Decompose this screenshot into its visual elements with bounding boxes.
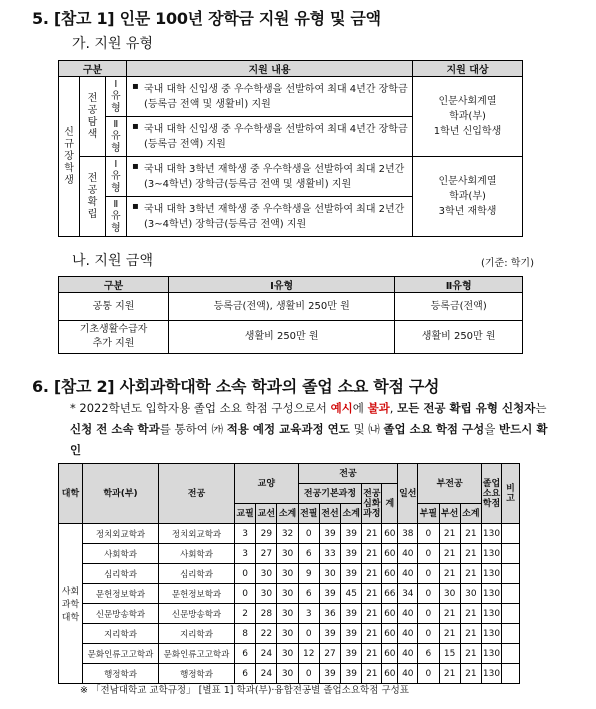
table-cell: 0 xyxy=(418,544,439,564)
col-head: 지원 내용 xyxy=(127,61,413,77)
note-part: 는 xyxy=(535,401,547,415)
remark-cell xyxy=(502,544,520,564)
table-cell: 0 xyxy=(418,624,439,644)
table-cell: 40 xyxy=(398,544,418,564)
table-cell: 40 xyxy=(398,604,418,624)
table-cell: 0 xyxy=(235,564,256,584)
note-part: 를 통하여 ㈎ xyxy=(159,422,227,436)
cell-text: Ⅰ 유 형 xyxy=(111,78,121,114)
table-cell: 6 xyxy=(235,664,256,684)
remark-cell xyxy=(502,524,520,544)
remark-cell xyxy=(502,624,520,644)
col-head: 전공 xyxy=(298,464,398,484)
table-cell: 39 xyxy=(319,664,340,684)
table-cell: 행정학과 xyxy=(83,664,159,684)
col-head: Ⅰ유형 xyxy=(169,277,395,293)
table-cell: 0 xyxy=(418,664,439,684)
table-cell: 행정학과 xyxy=(159,664,235,684)
table-cell: 39 xyxy=(341,624,362,644)
content-cell: ▪ 국내 대학 3학년 재학생 중 우수학생을 선발하여 최대 2년간(3~4학년) 장학금(등록금 전액) 지원 xyxy=(127,197,413,237)
col-head: 부선 xyxy=(439,504,460,524)
table-row xyxy=(59,584,520,604)
table-cell: 심리학과 xyxy=(159,564,235,584)
table-cell: 21 xyxy=(362,604,382,624)
table-cell: 0 xyxy=(298,664,319,684)
content-cell: ▪ 국내 대학 신입생 중 우수학생을 선발하여 최대 4년간 장학금(등록금 전액) 지원 xyxy=(127,117,413,157)
table-cell: 21 xyxy=(362,584,382,604)
table-cell: 39 xyxy=(319,524,340,544)
row-label: 공통 지원 xyxy=(59,293,169,321)
table-cell: 30 xyxy=(439,584,460,604)
table-row xyxy=(59,544,520,564)
table-cell: 39 xyxy=(341,524,362,544)
table-cell: 심리학과 xyxy=(83,564,159,584)
section6-title: 6. [참고 2] 사회과학대학 소속 학과의 졸업 소요 학점 구성 xyxy=(32,377,440,396)
table-cell: 60 xyxy=(382,544,398,564)
table-cell: 39 xyxy=(319,624,340,644)
table-cell: 21 xyxy=(362,644,382,664)
table-row xyxy=(59,604,520,624)
table-cell: 130 xyxy=(482,524,502,544)
table-cell: 30 xyxy=(256,584,277,604)
content-cell: ▪ 국내 대학 신입생 중 우수학생을 선발하여 최대 4년간 장학금(등록금 전액 및 생활비) 지원 xyxy=(127,77,413,117)
col-head: 구분 xyxy=(59,277,169,293)
table-cell: 6 xyxy=(235,644,256,664)
col-head: 일선 xyxy=(398,464,418,524)
support-amount-title: 나. 지원 금액 xyxy=(72,253,153,269)
type-cell xyxy=(105,117,126,157)
support-amount-table xyxy=(58,276,523,354)
table-cell: 15 xyxy=(439,644,460,664)
table-cell: 지리학과 xyxy=(83,624,159,644)
target-cell: 인문사회계열 학과(부) 1학년 신입학생 xyxy=(413,77,523,157)
table-cell: 0 xyxy=(418,524,439,544)
note-part: * 2022학년도 입학자용 졸업 소요 학점 구성으로서 xyxy=(70,401,331,415)
type-cell xyxy=(105,77,126,117)
amount-cell: 생활비 250만 원 xyxy=(395,321,523,354)
table-cell: 문화인류고고학과 xyxy=(159,644,235,664)
table-cell: 130 xyxy=(482,664,502,684)
table-cell: 130 xyxy=(482,604,502,624)
table-cell: 30 xyxy=(277,544,298,564)
table-cell: 40 xyxy=(398,564,418,584)
table-cell: 30 xyxy=(277,564,298,584)
table-cell: 30 xyxy=(277,604,298,624)
col-head: 전필 xyxy=(298,504,319,524)
table-row xyxy=(59,664,520,684)
table-cell: 30 xyxy=(277,584,298,604)
notice-text xyxy=(70,398,550,461)
note-part: , xyxy=(389,401,398,415)
table-cell: 39 xyxy=(341,564,362,584)
note-bold: 반드시 확인 xyxy=(70,422,548,457)
table-row xyxy=(59,524,520,544)
establish-cell xyxy=(80,157,106,237)
remark-cell xyxy=(502,564,520,584)
table-cell: 28 xyxy=(256,604,277,624)
table-cell: 60 xyxy=(382,604,398,624)
cell-text: 전 공 확 립 xyxy=(87,172,98,220)
table-cell: 지리학과 xyxy=(159,624,235,644)
table-cell: 21 xyxy=(362,664,382,684)
table-cell: 6 xyxy=(418,644,439,664)
remark-cell xyxy=(502,644,520,664)
amount-cell: 등록금(전액), 생활비 250만 원 xyxy=(169,293,395,321)
table-cell: 33 xyxy=(319,544,340,564)
col-head: 전공 xyxy=(159,464,235,524)
col-head: 구분 xyxy=(59,61,127,77)
table-row xyxy=(59,644,520,664)
table-cell: 21 xyxy=(460,564,481,584)
col-head: 소계 xyxy=(277,504,298,524)
table-cell: 8 xyxy=(235,624,256,644)
college-cell: 사회 과학 대학 xyxy=(59,524,83,684)
amount-cell: 생활비 250만 원 xyxy=(169,321,395,354)
note-bold: 적용 예정 교육과정 연도 xyxy=(226,422,350,436)
table-cell: 60 xyxy=(382,624,398,644)
table-cell: 39 xyxy=(341,644,362,664)
table-cell: 27 xyxy=(319,644,340,664)
note-bold: 신청 전 소속 학과 xyxy=(70,422,160,436)
table-cell: 0 xyxy=(418,604,439,624)
table-cell: 30 xyxy=(277,624,298,644)
note-part: 및 ㈏ xyxy=(349,422,384,436)
table-cell: 6 xyxy=(298,584,319,604)
table-cell: 60 xyxy=(382,664,398,684)
table-cell: 21 xyxy=(439,544,460,564)
table-cell: 36 xyxy=(319,604,340,624)
table-row xyxy=(59,564,520,584)
table-cell: 문헌정보학과 xyxy=(159,584,235,604)
target-cell: 인문사회계열 학과(부) 3학년 재학생 xyxy=(413,157,523,237)
col-head: 소계 xyxy=(460,504,481,524)
table-cell: 2 xyxy=(235,604,256,624)
col-head: 비고 xyxy=(502,464,520,524)
table-cell: 27 xyxy=(256,544,277,564)
table-cell: 21 xyxy=(439,664,460,684)
table-row xyxy=(59,624,520,644)
table-cell: 21 xyxy=(362,624,382,644)
cell-text: 전 공 탐 색 xyxy=(87,92,98,140)
table-cell: 0 xyxy=(418,564,439,584)
table-cell: 21 xyxy=(439,624,460,644)
col-head: 교양 xyxy=(235,464,299,504)
table-cell: 3 xyxy=(298,604,319,624)
col-head: 지원 대상 xyxy=(413,61,523,77)
table-cell: 39 xyxy=(319,584,340,604)
table-cell: 21 xyxy=(460,604,481,624)
note-bold: 졸업 소요 학점 구성 xyxy=(383,422,485,436)
table-cell: 30 xyxy=(256,564,277,584)
type-cell xyxy=(105,197,126,237)
table-cell: 130 xyxy=(482,544,502,564)
table-cell: 60 xyxy=(382,564,398,584)
table-cell: 9 xyxy=(298,564,319,584)
table-cell: 정치외교학과 xyxy=(159,524,235,544)
col-head: 전공기본과정 xyxy=(298,484,362,504)
table-cell: 0 xyxy=(298,624,319,644)
new-scholar-cell xyxy=(59,77,80,237)
table-cell: 21 xyxy=(362,544,382,564)
col-head: 학과(부) xyxy=(83,464,159,524)
table-cell: 21 xyxy=(439,564,460,584)
col-head: Ⅱ유형 xyxy=(395,277,523,293)
table-cell: 40 xyxy=(398,664,418,684)
table-cell: 신문방송학과 xyxy=(83,604,159,624)
table-cell: 21 xyxy=(460,524,481,544)
col-head: 계 xyxy=(382,484,398,524)
table-cell: 6 xyxy=(298,544,319,564)
support-type-title: 가. 지원 유형 xyxy=(72,36,153,52)
table-cell: 130 xyxy=(482,624,502,644)
table-cell: 130 xyxy=(482,564,502,584)
table-cell: 22 xyxy=(256,624,277,644)
table-cell: 문화인류고고학과 xyxy=(83,644,159,664)
section5-title: 5. [참고 1] 인문 100년 장학금 지원 유형 및 금액 xyxy=(32,9,381,28)
note-emph: 불과 xyxy=(367,401,390,415)
table-cell: 24 xyxy=(256,664,277,684)
unit-label: (기준: 학기) xyxy=(481,258,534,269)
table-cell: 39 xyxy=(341,664,362,684)
table-cell: 38 xyxy=(398,524,418,544)
explore-cell xyxy=(80,77,106,157)
table-cell: 0 xyxy=(298,524,319,544)
col-head: 교필 xyxy=(235,504,256,524)
note-part: 에 xyxy=(352,401,368,415)
table-cell: 30 xyxy=(460,584,481,604)
type-cell xyxy=(105,157,126,197)
table-cell: 24 xyxy=(256,644,277,664)
note-emph: 예시 xyxy=(330,401,353,415)
table-cell: 34 xyxy=(398,584,418,604)
table-cell: 130 xyxy=(482,644,502,664)
remark-cell xyxy=(502,584,520,604)
table-cell: 0 xyxy=(235,584,256,604)
credit-table xyxy=(58,463,520,684)
note-part: 을 xyxy=(484,422,500,436)
content-cell: ▪ 국내 대학 3학년 재학생 중 우수학생을 선발하여 최대 2년간(3~4학년) 장학금(등록금 전액 및 생활비) 지원 xyxy=(127,157,413,197)
table-cell: 정치외교학과 xyxy=(83,524,159,544)
table-cell: 60 xyxy=(382,644,398,664)
table-cell: 21 xyxy=(460,624,481,644)
table-cell: 3 xyxy=(235,524,256,544)
table-cell: 21 xyxy=(460,664,481,684)
col-head: 소계 xyxy=(341,504,362,524)
amount-cell: 등록금(전액) xyxy=(395,293,523,321)
col-head: 교선 xyxy=(256,504,277,524)
table-cell: 39 xyxy=(341,544,362,564)
table-cell: 60 xyxy=(382,524,398,544)
table-cell: 40 xyxy=(398,624,418,644)
table-cell: 66 xyxy=(382,584,398,604)
table-cell: 40 xyxy=(398,644,418,664)
table-cell: 21 xyxy=(439,524,460,544)
note-bold: 모든 전공 확립 유형 신청자 xyxy=(397,401,536,415)
col-head: 전공 심화 과정 xyxy=(362,484,382,524)
table-cell: 21 xyxy=(362,524,382,544)
table-cell: 29 xyxy=(256,524,277,544)
table-cell: 12 xyxy=(298,644,319,664)
table-cell: 32 xyxy=(277,524,298,544)
table-cell: 사회학과 xyxy=(159,544,235,564)
table-cell: 신문방송학과 xyxy=(159,604,235,624)
table-cell: 45 xyxy=(341,584,362,604)
table-cell: 30 xyxy=(319,564,340,584)
remark-cell xyxy=(502,604,520,624)
col-head: 졸업 소요 학점 xyxy=(482,464,502,524)
cell-text: 신 규 장 학 생 xyxy=(64,126,74,186)
remark-cell xyxy=(502,664,520,684)
col-head: 부필 xyxy=(418,504,439,524)
cell-text: Ⅰ 유 형 xyxy=(111,158,121,194)
col-head: 부전공 xyxy=(418,464,482,504)
table-cell: 30 xyxy=(277,664,298,684)
table-cell: 39 xyxy=(341,604,362,624)
table-cell: 3 xyxy=(235,544,256,564)
table-cell: 21 xyxy=(460,644,481,664)
table-cell: 21 xyxy=(362,564,382,584)
footnote: ※ 「전남대학교 교학규정」 [별표 1] 학과(부)·융합전공별 졸업소요학점 구성표 xyxy=(80,685,409,696)
table-cell: 21 xyxy=(460,544,481,564)
table-cell: 130 xyxy=(482,584,502,604)
table-cell: 0 xyxy=(418,584,439,604)
table-cell: 사회학과 xyxy=(83,544,159,564)
cell-text: Ⅱ 유 형 xyxy=(111,198,121,234)
table-cell: 문헌정보학과 xyxy=(83,584,159,604)
col-head: 대학 xyxy=(59,464,83,524)
row-label: 기초생활수급자 추가 지원 xyxy=(59,321,169,354)
table-cell: 21 xyxy=(439,604,460,624)
col-head: 전선 xyxy=(319,504,340,524)
support-type-table xyxy=(58,60,523,237)
table-cell: 30 xyxy=(277,644,298,664)
cell-text: Ⅱ 유 형 xyxy=(111,118,121,154)
